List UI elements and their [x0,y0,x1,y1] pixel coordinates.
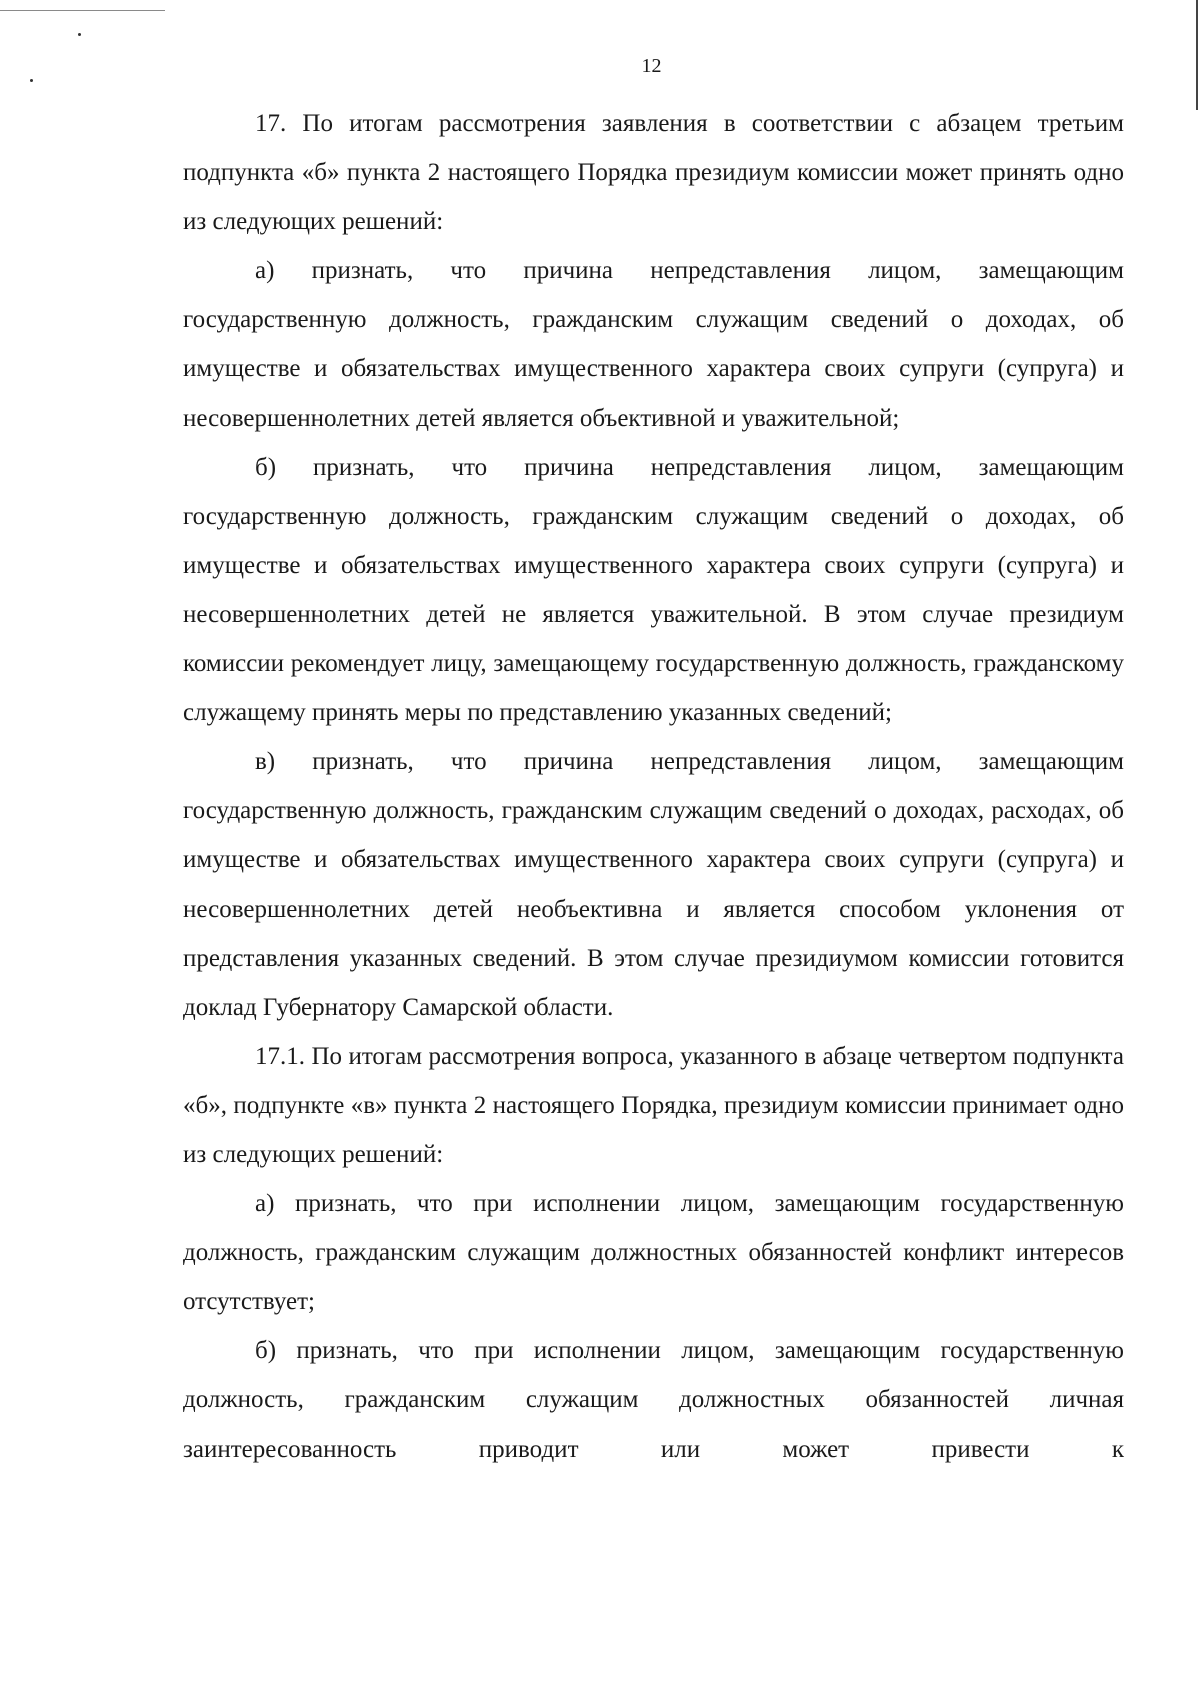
paragraph-17-b: б) признать, что причина непредставления лицом, замещающим государственную должность, гражданским служащим сведений о доходах, об имуществе и обязательствах имущественного характера своих супруги (супруга) и несовершеннолетних детей не является уважительной. В этом случае президиум комиссии рекомендует лицу, замещающему государственную должность, гражданскому служащему принять меры по представлению указанных сведений; [183,453,1124,727]
paragraph-17-1: 17.1. По итогам рассмотрения вопроса, указанного в абзаце четвертом подпункта «б», подпункте «в» пункта 2 настоящего Порядка, президиум комиссии принимает одно из следующих решений: [183,1042,1124,1168]
paragraph-17-1-a: а) признать, что при исполнении лицом, замещающим государственную должность, гражданским служащим должностных обязанностей конфликт интересов отсутствует; [183,1190,1124,1316]
paragraph-17-v: в) признать, что причина непредставления лицом, замещающим государственную должность, гражданским служащим сведений о доходах, расходах, об имуществе и обязательствах имущественного характера своих супруги (супруга) и несовершеннолетних детей необъективна и является способом уклонения от представления указанных сведений. В этом случае президиумом комиссии готовится доклад Губернатору Самарской области. [183,748,1124,1021]
scan-speck [78,33,81,36]
paragraph-17-1-b: б) признать, что при исполнении лицом, замещающим государственную должность, гражданским служащим должностных обязанностей личная заинтересованность приводит или может привести к [183,1337,1124,1463]
scan-edge-top [0,10,165,11]
scan-speck [30,79,33,82]
paragraph-17-a: а) признать, что причина непредставления лицом, замещающим государственную должность, гражданским служащим сведений о доходах, об имуществе и обязательствах имущественного характера своих супруги (супруга) и несовершеннолетних детей является объективной и уважительной; [183,257,1124,432]
page-number: 12 [641,55,662,77]
document-text [183,99,1124,1474]
paragraph-17: 17. По итогам рассмотрения заявления в соответствии с абзацем третьим подпункта «б» пункта 2 настоящего Порядка президиум комиссии может принять одно из следующих решений: [183,110,1124,236]
